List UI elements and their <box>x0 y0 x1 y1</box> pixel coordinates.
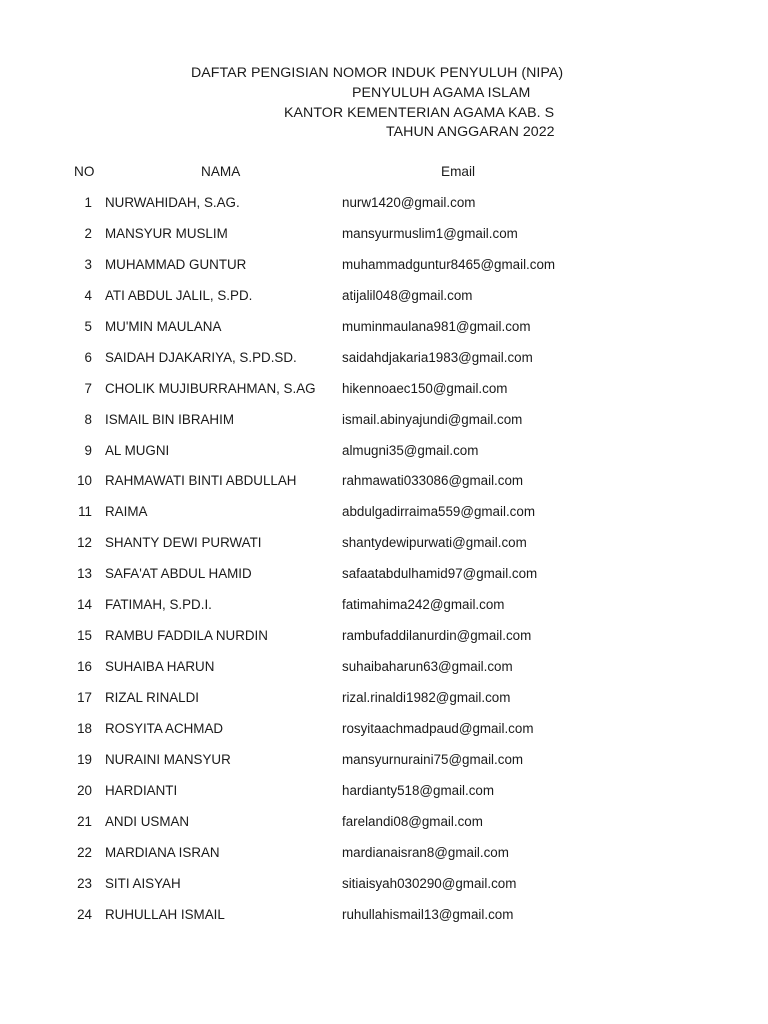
title-line-1: DAFTAR PENGISIAN NOMOR INDUK PENYULUH (NIPA) <box>191 65 564 81</box>
row-number: 16 <box>77 659 92 675</box>
row-nama: AL MUGNI <box>105 442 170 458</box>
table-row <box>0 782 768 813</box>
table-row <box>0 472 768 503</box>
row-number: 3 <box>84 256 92 272</box>
row-email: safaatabdulhamid97@gmail.com <box>342 566 538 582</box>
row-email: rambufaddilanurdin@gmail.com <box>342 628 532 644</box>
table-row <box>0 503 768 534</box>
row-email: hardianty518@gmail.com <box>342 782 495 798</box>
row-email: mansyurmuslim1@gmail.com <box>342 225 518 241</box>
row-email: fatimahima242@gmail.com <box>342 597 505 613</box>
row-email: rahmawati033086@gmail.com <box>342 473 524 489</box>
row-number: 15 <box>77 628 92 644</box>
row-email: hikennoaec150@gmail.com <box>342 380 508 396</box>
row-email: muhammadguntur8465@gmail.com <box>342 256 556 272</box>
row-number: 8 <box>84 411 92 427</box>
row-number: 1 <box>84 195 92 210</box>
row-nama: RIZAL RINALDI <box>105 690 200 705</box>
row-nama: RAMBU FADDILA NURDIN <box>105 628 268 644</box>
row-nama: RUHULLAH ISMAIL <box>105 906 225 922</box>
column-header-email: Email <box>441 164 475 179</box>
row-number: 12 <box>77 535 92 551</box>
row-email: saidahdjakaria1983@gmail.com <box>342 349 533 365</box>
title-line-4: TAHUN ANGGARAN 2022 <box>386 124 555 140</box>
row-nama: FATIMAH, S.PD.I. <box>105 597 212 613</box>
row-nama: RAIMA <box>105 504 148 520</box>
table-row <box>0 349 768 380</box>
row-number: 9 <box>84 442 92 458</box>
row-number: 14 <box>77 597 92 613</box>
row-email: muminmaulana981@gmail.com <box>342 318 531 334</box>
row-email: suhaibaharun63@gmail.com <box>342 659 513 675</box>
row-email: ruhullahismail13@gmail.com <box>342 906 514 922</box>
row-nama: ISMAIL BIN IBRAHIM <box>105 411 234 427</box>
row-nama: HARDIANTI <box>105 782 178 798</box>
document-title <box>0 64 578 144</box>
row-number: 21 <box>77 813 92 829</box>
row-number: 4 <box>84 287 92 303</box>
row-nama: SUHAIBA HARUN <box>105 659 215 675</box>
row-email: almugni35@gmail.com <box>342 442 479 458</box>
row-nama: SHANTY DEWI PURWATI <box>105 535 262 551</box>
table-row <box>0 627 768 658</box>
table-row <box>0 225 768 256</box>
row-nama: SITI AISYAH <box>105 875 181 891</box>
row-email: nurw1420@gmail.com <box>342 195 476 210</box>
title-line-3: KANTOR KEMENTERIAN AGAMA KAB. S <box>284 105 555 121</box>
row-number: 19 <box>77 751 92 767</box>
row-email: rosyitaachmadpaud@gmail.com <box>342 720 534 736</box>
table-row <box>0 813 768 844</box>
row-number: 24 <box>77 906 92 922</box>
row-nama: MUHAMMAD GUNTUR <box>105 256 247 272</box>
row-email: farelandi08@gmail.com <box>342 813 483 829</box>
row-number: 5 <box>84 318 92 334</box>
row-number: 7 <box>84 380 92 396</box>
row-number: 20 <box>77 782 92 798</box>
table-row <box>0 194 768 225</box>
table-row <box>0 442 768 473</box>
row-nama: ATI ABDUL JALIL, S.PD. <box>105 287 253 303</box>
row-nama: NURAINI MANSYUR <box>105 751 231 767</box>
table-row <box>0 411 768 442</box>
table-row <box>0 658 768 689</box>
row-email: mardianaisran8@gmail.com <box>342 844 509 860</box>
table-row <box>0 751 768 782</box>
table-row <box>0 689 768 720</box>
table-body <box>0 194 768 937</box>
row-email: rizal.rinaldi1982@gmail.com <box>342 690 511 705</box>
table-row <box>0 380 768 411</box>
table-row <box>0 565 768 596</box>
title-line-2: PENYULUH AGAMA ISLAM <box>352 85 531 101</box>
row-nama: NURWAHIDAH, S.AG. <box>105 195 240 210</box>
table-row <box>0 720 768 751</box>
row-nama: ROSYITA ACHMAD <box>105 720 224 736</box>
row-number: 23 <box>77 875 92 891</box>
row-number: 10 <box>77 473 92 489</box>
table-row <box>0 534 768 565</box>
row-nama: MU'MIN MAULANA <box>105 318 222 334</box>
row-nama: SAIDAH DJAKARIYA, S.PD.SD. <box>105 349 297 365</box>
row-nama: MANSYUR MUSLIM <box>105 225 228 241</box>
row-nama: RAHMAWATI BINTI ABDULLAH <box>105 473 297 489</box>
row-number: 13 <box>77 566 92 582</box>
row-nama: SAFA'AT ABDUL HAMID <box>105 566 252 582</box>
row-number: 6 <box>84 349 92 365</box>
table-row <box>0 318 768 349</box>
column-header-no: NO <box>74 164 95 179</box>
row-nama: MARDIANA ISRAN <box>105 844 220 860</box>
row-nama: CHOLIK MUJIBURRAHMAN, S.AG <box>105 380 316 396</box>
row-email: shantydewipurwati@gmail.com <box>342 535 527 551</box>
table-row <box>0 844 768 875</box>
row-email: abdulgadirraima559@gmail.com <box>342 504 535 520</box>
table-row <box>0 875 768 906</box>
row-number: 18 <box>77 720 92 736</box>
row-number: 2 <box>84 225 92 241</box>
row-email: mansyurnuraini75@gmail.com <box>342 751 524 767</box>
row-email: ismail.abinyajundi@gmail.com <box>342 411 523 427</box>
table-row <box>0 906 768 937</box>
table-row <box>0 256 768 287</box>
row-number: 22 <box>77 844 92 860</box>
column-header-nama: NAMA <box>201 164 241 179</box>
table-row <box>0 287 768 318</box>
row-email: sitiaisyah030290@gmail.com <box>342 875 517 891</box>
row-nama: ANDI USMAN <box>105 813 190 829</box>
table-row <box>0 596 768 627</box>
row-number: 17 <box>77 690 92 705</box>
row-email: atijalil048@gmail.com <box>342 287 473 303</box>
row-number: 11 <box>78 504 92 520</box>
